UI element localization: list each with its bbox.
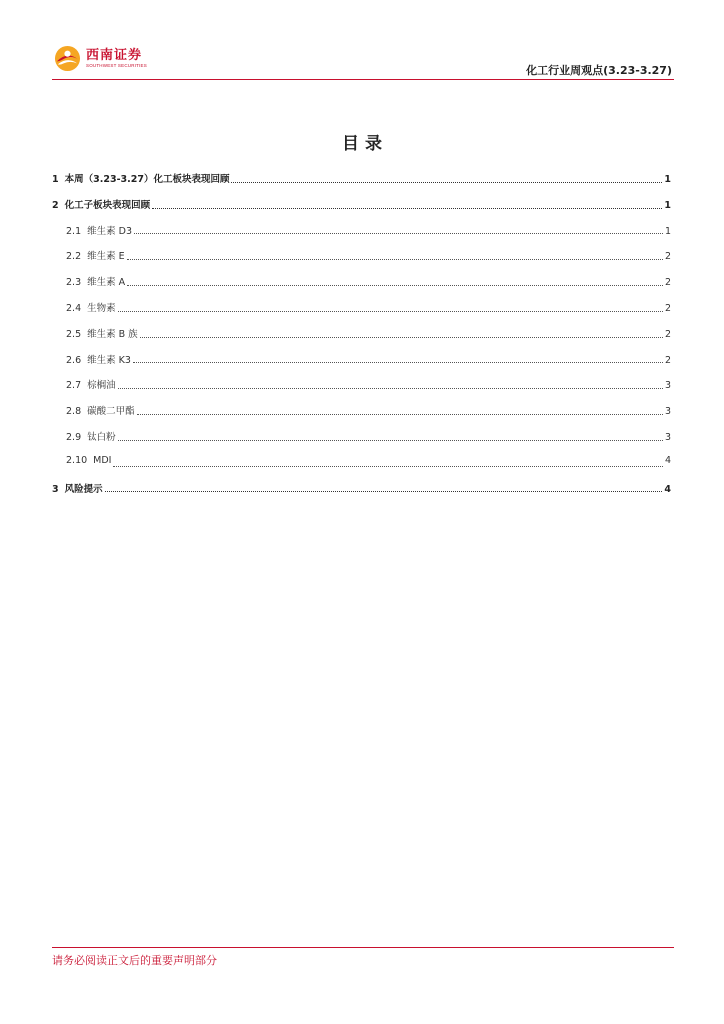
logo-english-name: SOUTHWEST SECURITIES bbox=[86, 62, 147, 68]
toc-entry-label: 本周（3.23-3.27）化工板块表现回顾 bbox=[64, 174, 230, 185]
toc-entry-page-number: 4 bbox=[664, 454, 671, 466]
toc-entry-label: MDI bbox=[93, 454, 112, 466]
toc-entry-label: 维生素 K3 bbox=[87, 354, 131, 366]
toc-dot-leader bbox=[113, 466, 662, 467]
toc-entry-number: 2.7 bbox=[66, 380, 82, 392]
sun-logo-icon bbox=[54, 45, 81, 72]
toc-entry-page-number: 2 bbox=[664, 328, 671, 340]
toc-entry-page-number: 2 bbox=[664, 251, 671, 263]
toc-entry-label: 钛白粉 bbox=[87, 431, 116, 443]
toc-dot-leader bbox=[231, 182, 662, 183]
toc-entry-number: 2 bbox=[52, 199, 59, 211]
toc-entry[interactable] bbox=[52, 197, 671, 223]
toc-entry-number: 1 bbox=[52, 174, 59, 185]
toc-entry[interactable] bbox=[52, 223, 671, 249]
page-header bbox=[0, 0, 724, 82]
toc-entry-label: 维生素 E bbox=[87, 251, 125, 263]
toc-entry[interactable] bbox=[52, 248, 671, 274]
toc-dot-leader bbox=[137, 414, 663, 415]
table-of-contents bbox=[52, 171, 671, 506]
report-title: 化工行业周观点(3.23-3.27) bbox=[526, 64, 672, 77]
toc-entry-number: 2.2 bbox=[66, 251, 82, 263]
toc-dot-leader bbox=[118, 311, 663, 312]
toc-entry[interactable] bbox=[52, 377, 671, 403]
toc-entry[interactable] bbox=[52, 429, 671, 455]
toc-dot-leader bbox=[134, 233, 663, 234]
toc-entry-number: 2.6 bbox=[66, 354, 82, 366]
toc-entry[interactable] bbox=[52, 403, 671, 429]
toc-entry-number: 3 bbox=[52, 483, 59, 495]
toc-entry-page-number: 2 bbox=[664, 354, 671, 366]
toc-entry-page-number: 2 bbox=[664, 277, 671, 289]
toc-entry-page-number: 3 bbox=[664, 406, 671, 418]
footer-disclaimer-notice: 请务必阅读正文后的重要声明部分 bbox=[52, 954, 217, 967]
toc-entry-number: 2.8 bbox=[66, 406, 82, 418]
toc-dot-leader bbox=[118, 440, 663, 441]
toc-dot-leader bbox=[118, 388, 663, 389]
toc-entry-page-number: 3 bbox=[664, 380, 671, 392]
toc-entry-label: 维生素 A bbox=[87, 277, 126, 289]
toc-entry-page-number: 2 bbox=[664, 302, 671, 314]
toc-dot-leader bbox=[127, 285, 663, 286]
toc-entry-number: 2.9 bbox=[66, 431, 82, 443]
footer-divider bbox=[52, 947, 674, 948]
toc-dot-leader bbox=[133, 362, 663, 363]
toc-entry-number: 2.1 bbox=[66, 225, 82, 237]
toc-entry-page-number: 1 bbox=[664, 174, 671, 185]
toc-entry-number: 2.10 bbox=[66, 454, 88, 466]
toc-entry-label: 碳酸二甲酯 bbox=[87, 406, 135, 418]
toc-dot-leader bbox=[127, 259, 663, 260]
toc-dot-leader bbox=[140, 337, 663, 338]
toc-dot-leader bbox=[105, 491, 663, 492]
toc-entry-label: 化工子板块表现回顾 bbox=[64, 199, 151, 211]
toc-entry-page-number: 3 bbox=[664, 431, 671, 443]
toc-entry-number: 2.5 bbox=[66, 328, 82, 340]
toc-entry-number: 2.3 bbox=[66, 277, 82, 289]
toc-entry-number: 2.4 bbox=[66, 302, 82, 314]
toc-entry[interactable] bbox=[52, 481, 671, 507]
toc-entry-label: 生物素 bbox=[87, 302, 116, 314]
toc-entry-page-number: 4 bbox=[664, 483, 671, 495]
company-logo bbox=[54, 42, 147, 74]
toc-entry-label: 棕榈油 bbox=[87, 380, 116, 392]
toc-entry[interactable] bbox=[52, 274, 671, 300]
toc-entry[interactable] bbox=[52, 352, 671, 378]
toc-dot-leader bbox=[152, 208, 662, 209]
toc-entry[interactable] bbox=[52, 326, 671, 352]
toc-entry[interactable] bbox=[52, 171, 671, 197]
toc-entry-label: 维生素 D3 bbox=[87, 225, 132, 237]
toc-entry[interactable] bbox=[52, 300, 671, 326]
toc-entry-label: 维生素 B 族 bbox=[87, 328, 138, 340]
toc-entry-page-number: 1 bbox=[664, 199, 671, 211]
toc-entry-label: 风险提示 bbox=[64, 483, 103, 495]
header-divider bbox=[52, 79, 674, 80]
toc-entry[interactable] bbox=[52, 455, 671, 481]
logo-chinese-name: 西南证券 bbox=[86, 47, 143, 63]
toc-heading: 目 录 bbox=[342, 134, 382, 154]
toc-entry-page-number: 1 bbox=[664, 225, 671, 237]
